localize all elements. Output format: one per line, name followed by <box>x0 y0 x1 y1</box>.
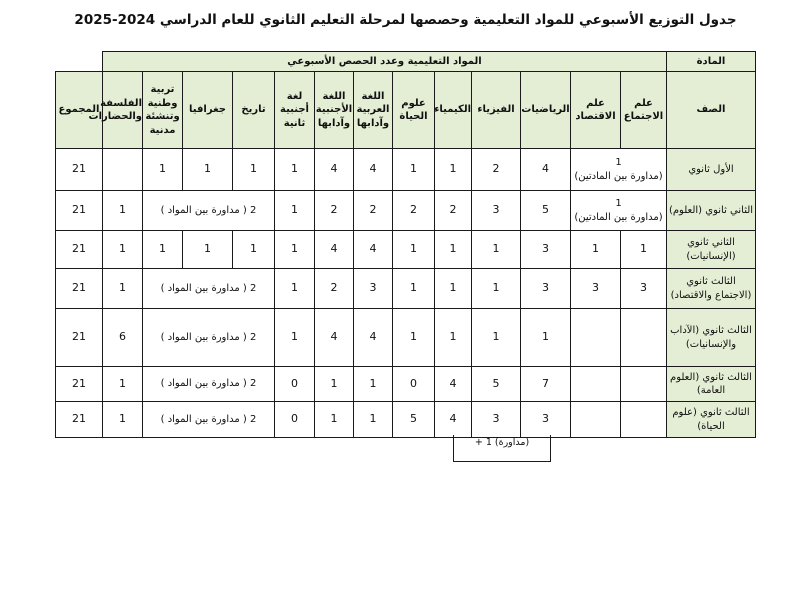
col-header-civics: تربية وطنية وتنشئة مدنية <box>143 72 183 149</box>
table-row <box>56 309 756 367</box>
subject-header-label: المادة <box>667 52 756 72</box>
cell-physics: 1 <box>472 269 521 309</box>
cell-arabic: 4 <box>354 309 393 367</box>
cell-arabic: 1 <box>354 367 393 402</box>
cell-sociology: 1 <box>621 231 667 269</box>
cell-chemistry: 2 <box>435 191 472 231</box>
cell-math: 3 <box>521 402 571 438</box>
col-header-sociology: علم الاجتماع <box>621 72 667 149</box>
col-header-philosophy: الفلسفة والحضارات <box>102 72 142 149</box>
cell-chemistry: 1 <box>435 309 472 367</box>
cell-total: 21 <box>56 191 103 231</box>
cell-life-sciences: 1 <box>393 149 435 191</box>
cell-chemistry: 1 <box>435 149 472 191</box>
col-header-arabic: اللغة العربية وآدابها <box>354 72 393 149</box>
cell-second-foreign-language: 1 <box>275 191 315 231</box>
col-header-foreign-language: اللغة الأجنبية وآدابها <box>315 72 354 149</box>
cell-philosophy: 1 <box>102 269 142 309</box>
cell-philosophy <box>102 149 142 191</box>
cell-foreign-language: 4 <box>315 149 354 191</box>
schedule-table <box>55 51 756 438</box>
col-header-economics: علم الاقتصاد <box>571 72 621 149</box>
cell-chemistry: 4 <box>435 402 472 438</box>
cell-second-foreign-language: 1 <box>275 231 315 269</box>
table-row <box>56 402 756 438</box>
table-row <box>56 269 756 309</box>
cell-arabic: 1 <box>354 402 393 438</box>
cell-second-foreign-language: 1 <box>275 309 315 367</box>
cell-physics: 3 <box>472 402 521 438</box>
subjects-group-header: المواد التعليمية وعدد الحصص الأسبوعي <box>102 52 666 72</box>
cell-sociology <box>621 367 667 402</box>
row-grade: الثالث ثانوي (الآداب والإنسانيات) <box>667 309 756 367</box>
cell-life-sciences: 0 <box>393 367 435 402</box>
table-row <box>56 367 756 402</box>
cell-economics <box>571 309 621 367</box>
cell-history: 1 <box>233 149 275 191</box>
col-header-geography: جغرافيا <box>183 72 233 149</box>
shared-note: (مداورة بين المادتين) <box>574 211 663 223</box>
cell-foreign-language: 4 <box>315 231 354 269</box>
cell-chemistry: 1 <box>435 269 472 309</box>
cell-economics <box>571 402 621 438</box>
cell-total: 21 <box>56 149 103 191</box>
cell-physics: 5 <box>472 367 521 402</box>
rotation-cell: 2 ( مداورة بين المواد ) <box>143 269 275 309</box>
cell-total: 21 <box>56 269 103 309</box>
row-grade: الثالث ثانوي (علوم الحياة) <box>667 402 756 438</box>
cell-philosophy: 6 <box>102 309 142 367</box>
cell-second-foreign-language: 1 <box>275 149 315 191</box>
col-header-chemistry: الكيمياء <box>435 72 472 149</box>
cell-arabic: 2 <box>354 191 393 231</box>
rotation-cell: 2 ( مداورة بين المواد ) <box>143 191 275 231</box>
cell-life-sciences: 5 <box>393 402 435 438</box>
cell-geography: 1 <box>183 231 233 269</box>
rotation-cell: 2 ( مداورة بين المواد ) <box>143 309 275 367</box>
col-header-total: المجموع <box>56 72 103 149</box>
table-row <box>56 149 756 191</box>
cell-physics: 1 <box>472 309 521 367</box>
cell-chemistry: 1 <box>435 231 472 269</box>
cell-life-sciences: 1 <box>393 269 435 309</box>
cell-life-sciences: 2 <box>393 191 435 231</box>
col-header-history: تاريخ <box>233 72 275 149</box>
shared-value: 1 <box>615 157 622 168</box>
cell-physics: 1 <box>472 231 521 269</box>
cell-civics: 1 <box>143 231 183 269</box>
cell-total: 21 <box>56 367 103 402</box>
shared-cell <box>571 149 667 191</box>
row-grade: الأول ثانوي <box>667 149 756 191</box>
cell-total: 21 <box>56 231 103 269</box>
cell-foreign-language: 1 <box>315 402 354 438</box>
row-grade: الثاني ثانوي (العلوم) <box>667 191 756 231</box>
cell-math: 1 <box>521 309 571 367</box>
cell-math: 4 <box>521 149 571 191</box>
cell-philosophy: 1 <box>102 402 142 438</box>
cell-math: 3 <box>521 269 571 309</box>
cell-physics: 3 <box>472 191 521 231</box>
cell-economics: 3 <box>571 269 621 309</box>
cell-math: 5 <box>521 191 571 231</box>
cell-philosophy: 1 <box>102 367 142 402</box>
shared-cell <box>571 191 667 231</box>
shared-value: 1 <box>615 198 622 209</box>
cell-sociology: 3 <box>621 269 667 309</box>
cell-total: 21 <box>56 309 103 367</box>
cell-arabic: 4 <box>354 149 393 191</box>
col-header-math: الرياضيات <box>521 72 571 149</box>
cell-economics: 1 <box>571 231 621 269</box>
rotation-cell: 2 ( مداورة بين المواد ) <box>143 367 275 402</box>
cell-arabic: 4 <box>354 231 393 269</box>
page-title: جدول التوزيع الأسبوعي للمواد التعليمية وحصصها لمرحلة التعليم الثانوي للعام الدراسي 2024-2025 <box>74 12 737 28</box>
row-grade: الثاني ثانوي (الإنسانيات) <box>667 231 756 269</box>
cell-philosophy: 1 <box>102 191 142 231</box>
cell-math: 3 <box>521 231 571 269</box>
cell-chemistry: 4 <box>435 367 472 402</box>
shared-note: (مداورة بين المادتين) <box>574 170 663 182</box>
cell-physics: 2 <box>472 149 521 191</box>
rotation-cell: 2 ( مداورة بين المواد ) <box>143 402 275 438</box>
cell-arabic: 3 <box>354 269 393 309</box>
row-grade: الثالث ثانوي (العلوم العامة) <box>667 367 756 402</box>
cell-sociology <box>621 402 667 438</box>
table-row <box>56 231 756 269</box>
col-header-physics: الفيزياء <box>472 72 521 149</box>
cell-geography: 1 <box>183 149 233 191</box>
cell-philosophy: 1 <box>102 231 142 269</box>
cell-foreign-language: 1 <box>315 367 354 402</box>
row-grade: الثالث ثانوي (الاجتماع والاقتصاد) <box>667 269 756 309</box>
col-header-life-sciences: علوم الحياة <box>393 72 435 149</box>
cell-life-sciences: 1 <box>393 309 435 367</box>
grade-header-label: الصف <box>667 72 756 149</box>
cell-total: 21 <box>56 402 103 438</box>
cell-history: 1 <box>233 231 275 269</box>
cell-foreign-language: 2 <box>315 269 354 309</box>
table-row <box>56 191 756 231</box>
cell-second-foreign-language: 0 <box>275 367 315 402</box>
cell-civics: 1 <box>143 149 183 191</box>
cell-sociology <box>621 309 667 367</box>
cell-foreign-language: 4 <box>315 309 354 367</box>
cell-math: 7 <box>521 367 571 402</box>
cell-economics <box>571 367 621 402</box>
cell-second-foreign-language: 1 <box>275 269 315 309</box>
cell-second-foreign-language: 0 <box>275 402 315 438</box>
col-header-second-foreign-language: لغة أجنبية ثانية <box>275 72 315 149</box>
cell-foreign-language: 2 <box>315 191 354 231</box>
rotation-footnote: (مداورة) 1 + <box>453 435 551 462</box>
cell-life-sciences: 1 <box>393 231 435 269</box>
